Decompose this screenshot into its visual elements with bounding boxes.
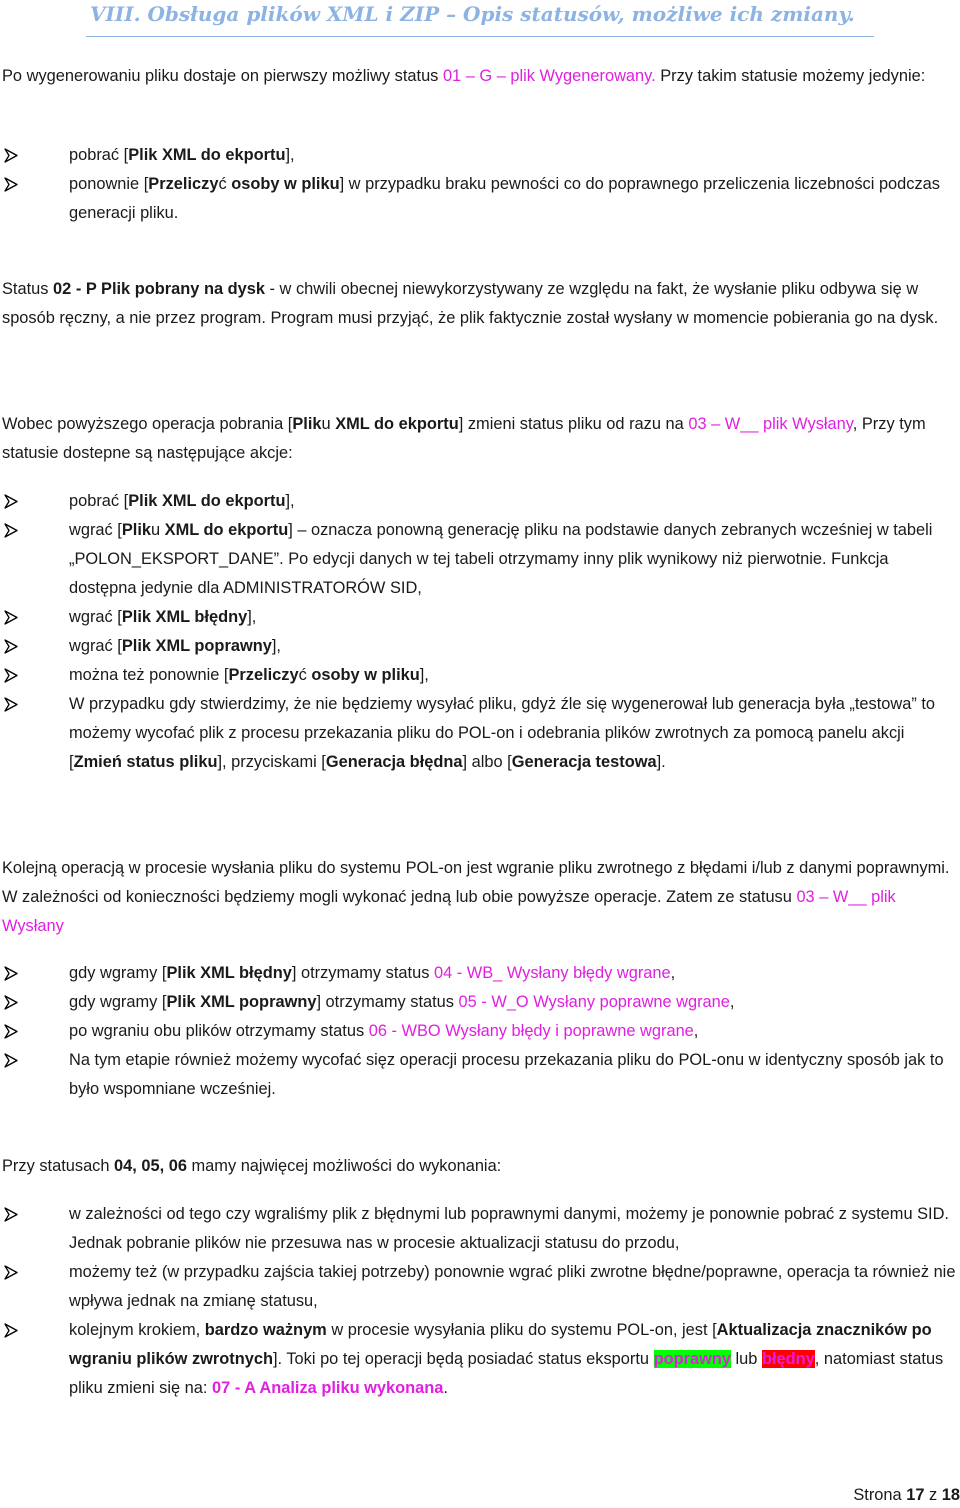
text: ],: [419, 666, 429, 684]
arrowhead-bullet-icon: [4, 1024, 18, 1039]
text: , Przy tym statusie dostepne są następujące akcje:: [2, 415, 926, 462]
list-item: [0, 1200, 958, 1258]
text: , natomiast status pliku zmieni się na:: [69, 1350, 944, 1397]
list-actions-03: [0, 487, 958, 777]
status-label: 03 – W__ plik Wysłany: [688, 415, 853, 433]
text: Status: [2, 280, 54, 298]
text: Przy statusach: [2, 1157, 115, 1175]
text: ponownie [: [69, 175, 149, 193]
button-name: XML do ekportu: [164, 521, 289, 539]
status-label: 03 – W__ plik Wysłany: [2, 888, 896, 935]
button-name: osoby w pliku: [311, 666, 420, 684]
text: u: [151, 521, 165, 539]
list-item: [0, 1017, 958, 1046]
text: ] zmieni status pliku od razu na: [458, 415, 689, 433]
text: pobrać [: [69, 146, 129, 164]
highlight-error: błędny: [761, 1350, 815, 1368]
button-name: osoby w pliku: [231, 175, 340, 193]
list-item: [0, 1316, 958, 1403]
text: .: [443, 1379, 448, 1397]
text: ,: [729, 993, 735, 1011]
text: ] albo [: [462, 753, 512, 771]
paragraph-download: [2, 410, 952, 468]
status-codes: 04, 05, 06: [114, 1157, 187, 1175]
button-name: Plik XML do ekportu: [128, 492, 286, 510]
text: wgrać [: [69, 608, 122, 626]
status-label: 07 - A Analiza pliku wykonana: [212, 1379, 444, 1397]
text: u: [321, 415, 336, 433]
header-title: VIII. Obsługa plików XML i ZIP – Opis statusów, możliwe ich zmiany.: [90, 2, 855, 26]
footer-text: z: [924, 1486, 942, 1504]
arrowhead-bullet-icon: [4, 610, 18, 625]
text: można też ponownie [: [69, 666, 229, 684]
list-item: [0, 632, 958, 661]
text: wgrać [: [69, 521, 122, 539]
button-name: Generacja błędna: [325, 753, 463, 771]
list-item: [0, 603, 958, 632]
list-item: [0, 487, 958, 516]
paragraph-intro: [2, 62, 952, 91]
text: gdy wgramy [: [69, 964, 167, 982]
text: wgrać [: [69, 637, 122, 655]
list-item: [0, 959, 958, 988]
button-name: Plik XML poprawny: [121, 637, 272, 655]
list-item: [0, 1258, 958, 1316]
list-status-transitions: [0, 959, 958, 1104]
text: gdy wgramy [: [69, 993, 167, 1011]
text: ].: [656, 753, 666, 771]
arrowhead-bullet-icon: [4, 177, 18, 192]
button-name: Aktualizacja znaczników po wgraniu plików zwrotnych: [69, 1321, 932, 1368]
text: ] – oznacza ponowną generację pliku na podstawie danych zebranych wcześniej w tabeli „POLON_EKSPORT_DANE”. Po edycji danych w tej tabeli otrzymamy inny plik wynikowy niż pierwotnie. Funkcja dostępna jedynie dla ADMINISTRATORÓW SID,: [69, 521, 933, 597]
list-item: [0, 988, 958, 1017]
list-item: [0, 170, 958, 228]
arrowhead-bullet-icon: [4, 148, 18, 163]
paragraph-statuses-04-06: [2, 1152, 952, 1181]
page-total: 18: [941, 1486, 960, 1504]
text: w zależności od tego czy wgraliśmy plik z błędnymi lub poprawnymi danymi, możemy je ponownie pobrać z systemu SID. Jednak pobranie plików nie przesuwa nas w procesie aktualizacji statusu do przodu,: [69, 1205, 949, 1252]
emphasis: bardzo ważnym: [204, 1321, 327, 1339]
footer-text: Strona: [853, 1486, 907, 1504]
button-name: Generacja testowa: [511, 753, 657, 771]
header-rule: [86, 36, 874, 37]
text: ],: [247, 608, 257, 626]
text: ,: [693, 1022, 699, 1040]
text: ] w przypadku braku pewności co do poprawnego przeliczenia liczebności podczas generacji pliku.: [69, 175, 940, 222]
arrowhead-bullet-icon: [4, 697, 18, 712]
text: ,: [670, 964, 676, 982]
arrowhead-bullet-icon: [4, 1207, 18, 1222]
text: ] otrzymamy status: [291, 964, 434, 982]
text: ć: [298, 666, 312, 684]
status-label: 05 - W_O Wysłany poprawne wgrane: [458, 993, 730, 1011]
text: Przy takim statusie możemy jedynie:: [655, 67, 926, 85]
button-name: Plik XML błędny: [121, 608, 248, 626]
page-header: [0, 0, 960, 40]
arrowhead-bullet-icon: [4, 523, 18, 538]
button-name: Plik: [121, 521, 151, 539]
button-name: Plik XML do ekportu: [128, 146, 286, 164]
status-label: 04 - WB_ Wysłany błędy wgrane: [433, 964, 671, 982]
text: po wgraniu obu plików otrzymamy status: [69, 1022, 369, 1040]
text: Wobec powyższego operacja pobrania [: [2, 415, 293, 433]
list-item: [0, 141, 958, 170]
status-label: 01 – G – plik Wygenerowany.: [442, 67, 656, 85]
button-name: Plik XML błędny: [166, 964, 292, 982]
paragraph-status-02: [2, 275, 952, 333]
text: lub: [730, 1350, 762, 1368]
button-name: Plik: [292, 415, 322, 433]
arrowhead-bullet-icon: [4, 966, 18, 981]
text: Po wygenerowaniu pliku dostaje on pierwszy możliwy status: [2, 67, 443, 85]
arrowhead-bullet-icon: [4, 1053, 18, 1068]
paragraph-return-files: [2, 854, 952, 941]
text: ], przyciskami [: [217, 753, 326, 771]
arrowhead-bullet-icon: [4, 668, 18, 683]
button-name: Przeliczy: [148, 175, 219, 193]
text: mamy najwięcej możliwości do wykonania:: [186, 1157, 502, 1175]
list-final-actions: [0, 1200, 958, 1403]
list-item: [0, 690, 958, 777]
text: kolejnym krokiem,: [69, 1321, 205, 1339]
status-label: 02 - P Plik pobrany na dysk: [53, 280, 265, 298]
highlight-correct: poprawny: [653, 1350, 731, 1368]
text: ],: [285, 146, 295, 164]
list-actions-01: [0, 141, 958, 228]
text: ],: [271, 637, 281, 655]
text: ] otrzymamy status: [316, 993, 459, 1011]
text: pobrać [: [69, 492, 129, 510]
arrowhead-bullet-icon: [4, 1265, 18, 1280]
arrowhead-bullet-icon: [4, 1323, 18, 1338]
button-name: Plik XML poprawny: [166, 993, 317, 1011]
text: - w chwili obecnej niewykorzystywany ze względu na fakt, że wysłanie pliku odbywa się w sposób ręczny, a nie przez program. Program musi przyjąć, że plik faktycznie został wysłany w momencie pobierania go na dysk.: [2, 280, 939, 327]
button-name: Przeliczy: [228, 666, 299, 684]
text: ć: [218, 175, 232, 193]
page-footer: [853, 1486, 960, 1505]
list-item: [0, 1046, 958, 1104]
text: W przypadku gdy stwierdzimy, że nie będziemy wysyłać pliku, gdyż źle się wygenerował lub generacja była „testowa” to możemy wycofać plik z procesu przekazania pliku do POL-on i odebrania plików zwrotnych za pomocą panelu akcji [: [69, 695, 936, 771]
page-number: 17: [906, 1486, 925, 1504]
button-name: XML do ekportu: [335, 415, 459, 433]
text: Na tym etapie również możemy wycofać sięz operacji procesu przekazania pliku do POL-onu w identyczny sposób jak to było wspomniane wcześniej.: [69, 1051, 944, 1098]
text: ]. Toki po tej operacji będą posiadać status eksportu: [273, 1350, 654, 1368]
text: możemy też (w przypadku zajścia takiej potrzeby) ponownie wgrać pliki zwrotne błędne/poprawne, operacja ta również nie wpływa jednak na zmianę statusu,: [69, 1263, 956, 1310]
list-item: [0, 516, 958, 603]
status-label: 06 - WBO Wysłany błędy i poprawne wgrane: [368, 1022, 694, 1040]
text: ],: [285, 492, 295, 510]
arrowhead-bullet-icon: [4, 995, 18, 1010]
arrowhead-bullet-icon: [4, 494, 18, 509]
arrowhead-bullet-icon: [4, 639, 18, 654]
list-item: [0, 661, 958, 690]
text: Kolejną operacją w procesie wysłania pliku do systemu POL-on jest wgranie pliku zwrotnego z błędami i/lub z danymi poprawnymi. W zależności od konieczności będziemy mogli wykonać jedną lub obie powyższe operacje. Zatem ze statusu: [2, 859, 950, 906]
text: w procesie wysyłania pliku do systemu POL-on, jest [: [326, 1321, 717, 1339]
button-name: Zmień status pliku: [73, 753, 218, 771]
